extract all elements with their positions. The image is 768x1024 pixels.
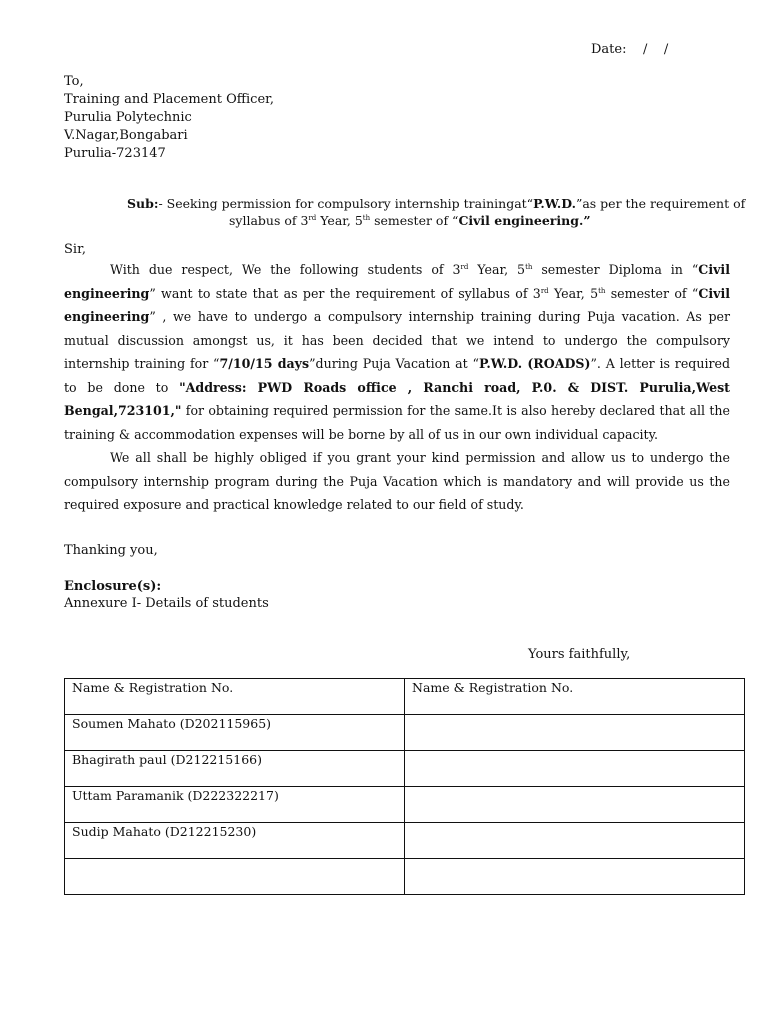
table-cell: Bhagirath paul (D212215166) [65,751,405,787]
table-row [65,751,745,787]
body-bold: 7/10/15 days [219,356,310,371]
table-header-cell: Name & Registration No. [405,679,745,715]
subject-text: semester of “ [370,213,459,228]
table-cell [405,751,745,787]
table-row [65,787,745,823]
superscript: rd [460,263,469,271]
table-cell [405,715,745,751]
table-header-row [65,679,745,715]
body-bold: Civil engineering [64,285,731,324]
body-paragraph-1 [64,258,730,446]
subject-branch: Civil engineering. [458,213,584,228]
salutation: Sir, [64,242,86,257]
superscript: rd [308,214,317,222]
table-cell: Uttam Paramanik (D222322217) [65,787,405,823]
subject-text: ”as per the requirement of [575,196,746,211]
subject-text: Year, 5 [316,213,363,228]
superscript: th [362,214,371,222]
students-table [64,678,745,895]
table-cell [405,787,745,823]
table-cell [65,859,405,895]
subject-org: P.W.D. [533,196,576,211]
body-bold: P.W.D. (ROADS) [478,356,591,371]
body-text: ” want to state that as per the requirement of syllabus of 3 [149,285,541,301]
body-text: Year, 5 [468,262,526,277]
address-line: To, [64,74,84,89]
table-cell: Sudip Mahato (D212215230) [65,823,405,859]
subject-prefix: Sub: [127,196,159,211]
superscript: rd [540,286,549,295]
address-line: V.Nagar,Bongabari [64,128,188,143]
table-header-cell: Name & Registration No. [65,679,405,715]
body-text: semester Diploma in “ [532,262,699,277]
superscript: th [598,286,606,295]
table-cell [405,859,745,895]
thanking-line: Thanking you, [64,543,158,558]
address-line: Purulia-723147 [64,146,166,161]
body-paragraph-2: We all shall be highly obliged if you grant your kind permission and allow us to undergo the compulsory internship program during the Puja Vacation which is mandatory and will provide us the required exposure and practical knowledge related to our field of study. [64,450,730,512]
enclosure-title: Enclosure(s): [64,579,162,594]
letter-body [64,258,730,517]
superscript: th [525,263,533,271]
address-line: Training and Placement Officer, [64,92,275,107]
enclosure-block [64,578,269,612]
body-text: semester of “ [605,285,699,301]
body-text: ” , we have to undergo a compulsory internship training during Puja vacation. As per mutual discussion amongst us, it has been decided that we intend to undergo the compulsory internship training for “ [64,309,730,371]
date-line: Date: / / [591,42,669,57]
table-row [65,715,745,751]
body-text: With due respect, We the following students of 3 [110,262,461,277]
table-row [65,823,745,859]
body-text: for obtaining required permission for the same.It is also hereby declared that all the training & accommodation expenses will be borne by all of us in our own individual capacity. [64,403,730,442]
body-bold: Civil engineering [64,262,730,301]
recipient-address [64,73,274,163]
body-text: ”. A letter is required to be done to [64,356,731,395]
enclosure-item: Annexure I- Details of students [64,596,269,611]
table-cell: Soumen Mahato (D202115965) [65,715,405,751]
subject-line [64,195,768,229]
table-cell [405,823,745,859]
subject-text: - Seeking permission for compulsory internship trainingat“ [158,196,534,211]
body-text: ”during Puja Vacation at “ [309,356,479,371]
subject-text: syllabus of 3 [229,213,309,228]
table-row [65,859,745,895]
subject-text: ” [583,213,591,228]
body-bold: "Address: PWD Roads office , Ranchi road, P.0. & DIST. Purulia,West Bengal,723101," [64,379,731,418]
closing-line: Yours faithfully, [528,647,631,662]
address-line: Purulia Polytechnic [64,110,192,125]
body-text: Year, 5 [548,285,599,301]
